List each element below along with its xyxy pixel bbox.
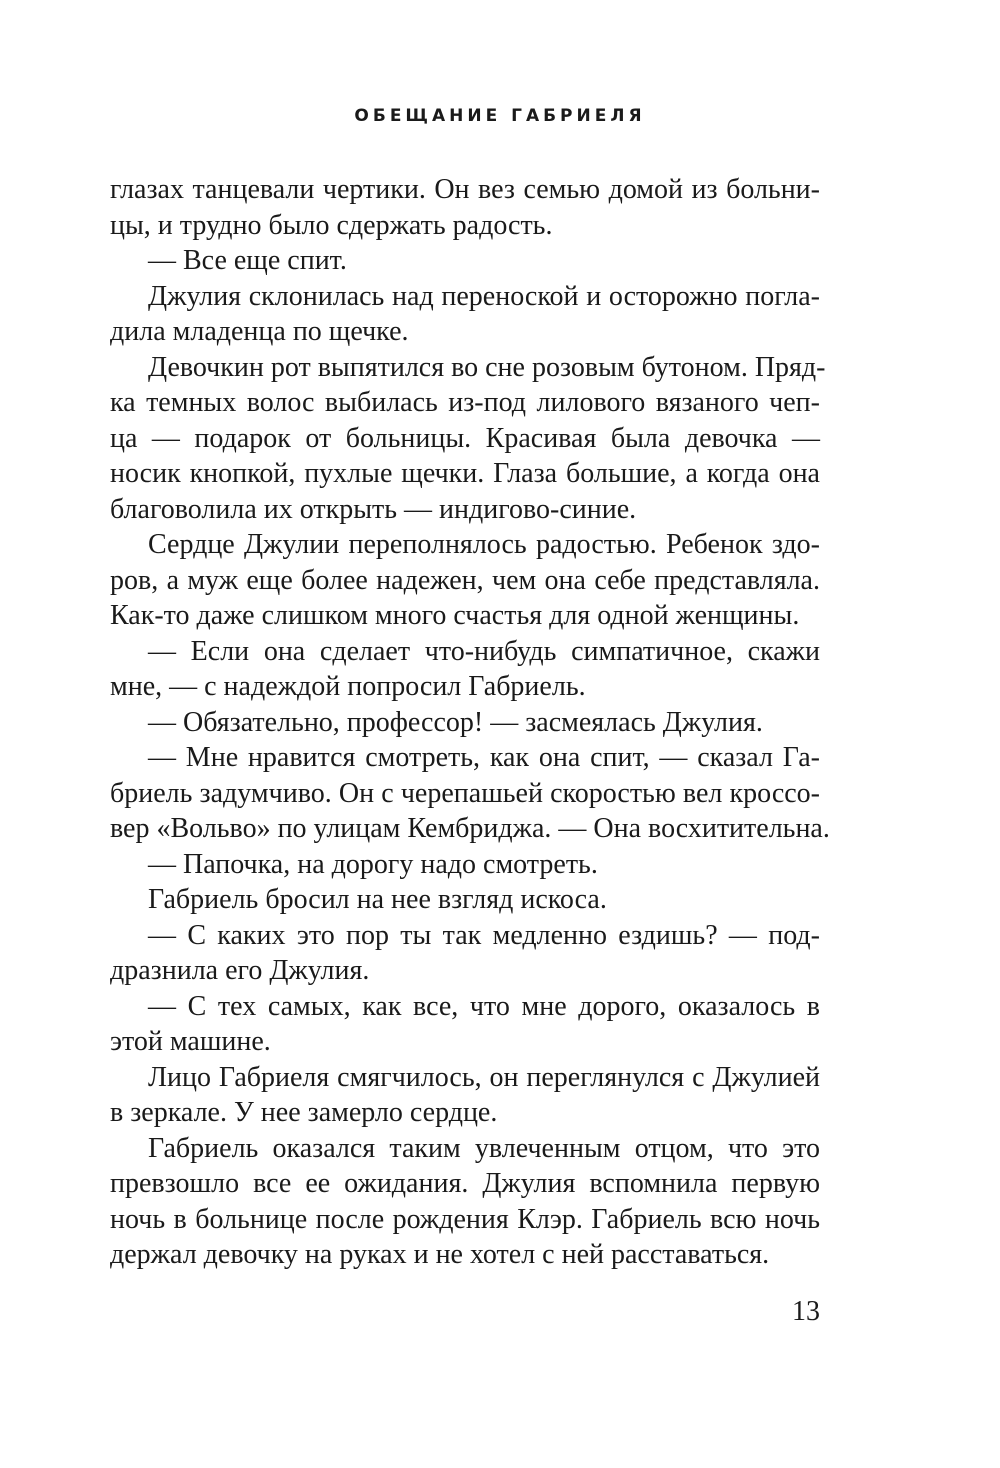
text-line: — Мне нравится смотреть, как она спит, — сказал Га- [148,742,820,773]
text-line: вер «Вольво» по улицам Кембриджа. — Она восхитительна. [110,813,830,844]
text-line: — Если она сделает что-нибудь симпатичное, скажи [148,635,820,667]
text-line: цы, и трудно было сдержать радость. [110,209,553,241]
text-line: Лицо Габриеля смягчилось, он переглянулся с Джулией [148,1061,820,1093]
text-line: мне, — с надеждой попросил Габриель. [110,671,586,702]
text-line: превзошло все ее ожидания. Джулия вспомнила первую [110,1168,820,1199]
text-line: ночь в больнице после рождения Клэр. Габриель всю ночь [110,1203,820,1235]
body-text [110,172,830,1273]
page-number: 13 [792,1296,820,1327]
text-line: ка темных волос выбилась из-под лилового вязаного чеп- [110,387,820,418]
text-line: Сердце Джулии переполнялось радостью. Ребенок здо- [148,529,820,560]
text-line: держал девочку на руках и не хотел с ней расставаться. [110,1239,770,1270]
text-line: Джулия склонилась над переноской и осторожно погла- [148,280,820,312]
text-line: — Папочка, на дорогу надо смотреть. [148,848,598,880]
text-line: — Обязательно, профессор! — засмеялась Джулия. [148,706,763,738]
text-line: Как-то даже слишком много счастья для одной женщины. [110,600,800,631]
text-line: носик кнопкой, пухлые щечки. Глаза большие, а когда она [110,458,820,489]
text-line: этой машине. [110,1026,271,1057]
text-line: — С каких это пор ты так медленно ездишь? — под- [148,919,820,951]
text-line: — С тех самых, как все, что мне дорого, оказалось в [148,990,820,1022]
text-line: ца — подарок от больницы. Красивая была девочка — [110,422,820,454]
text-line: бриель задумчиво. Он с черепашьей скоростью вел кроссо- [110,777,820,809]
text-line: — Все еще спит. [148,245,347,276]
text-line: благоволила их открыть — индигово-синие. [110,493,637,525]
text-line: дила младенца по щечке. [110,316,409,347]
text-line: Габриель бросил на нее взгляд искоса. [148,884,607,915]
running-head-title: ОБЕЩАНИЕ ГАБРИЕЛЯ [354,106,646,126]
text-line: глазах танцевали чертики. Он вез семью домой из больни- [110,174,820,205]
text-line: дразнила его Джулия. [110,955,370,986]
text-line: Девочкин рот выпятился во сне розовым бутоном. Пряд- [148,351,826,383]
text-line: ров, а муж еще более надежен, чем она себе представляла. [110,564,820,596]
text-line: Габриель оказался таким увлеченным отцом, что это [148,1132,820,1164]
text-line: в зеркале. У нее замерло сердце. [110,1097,498,1128]
